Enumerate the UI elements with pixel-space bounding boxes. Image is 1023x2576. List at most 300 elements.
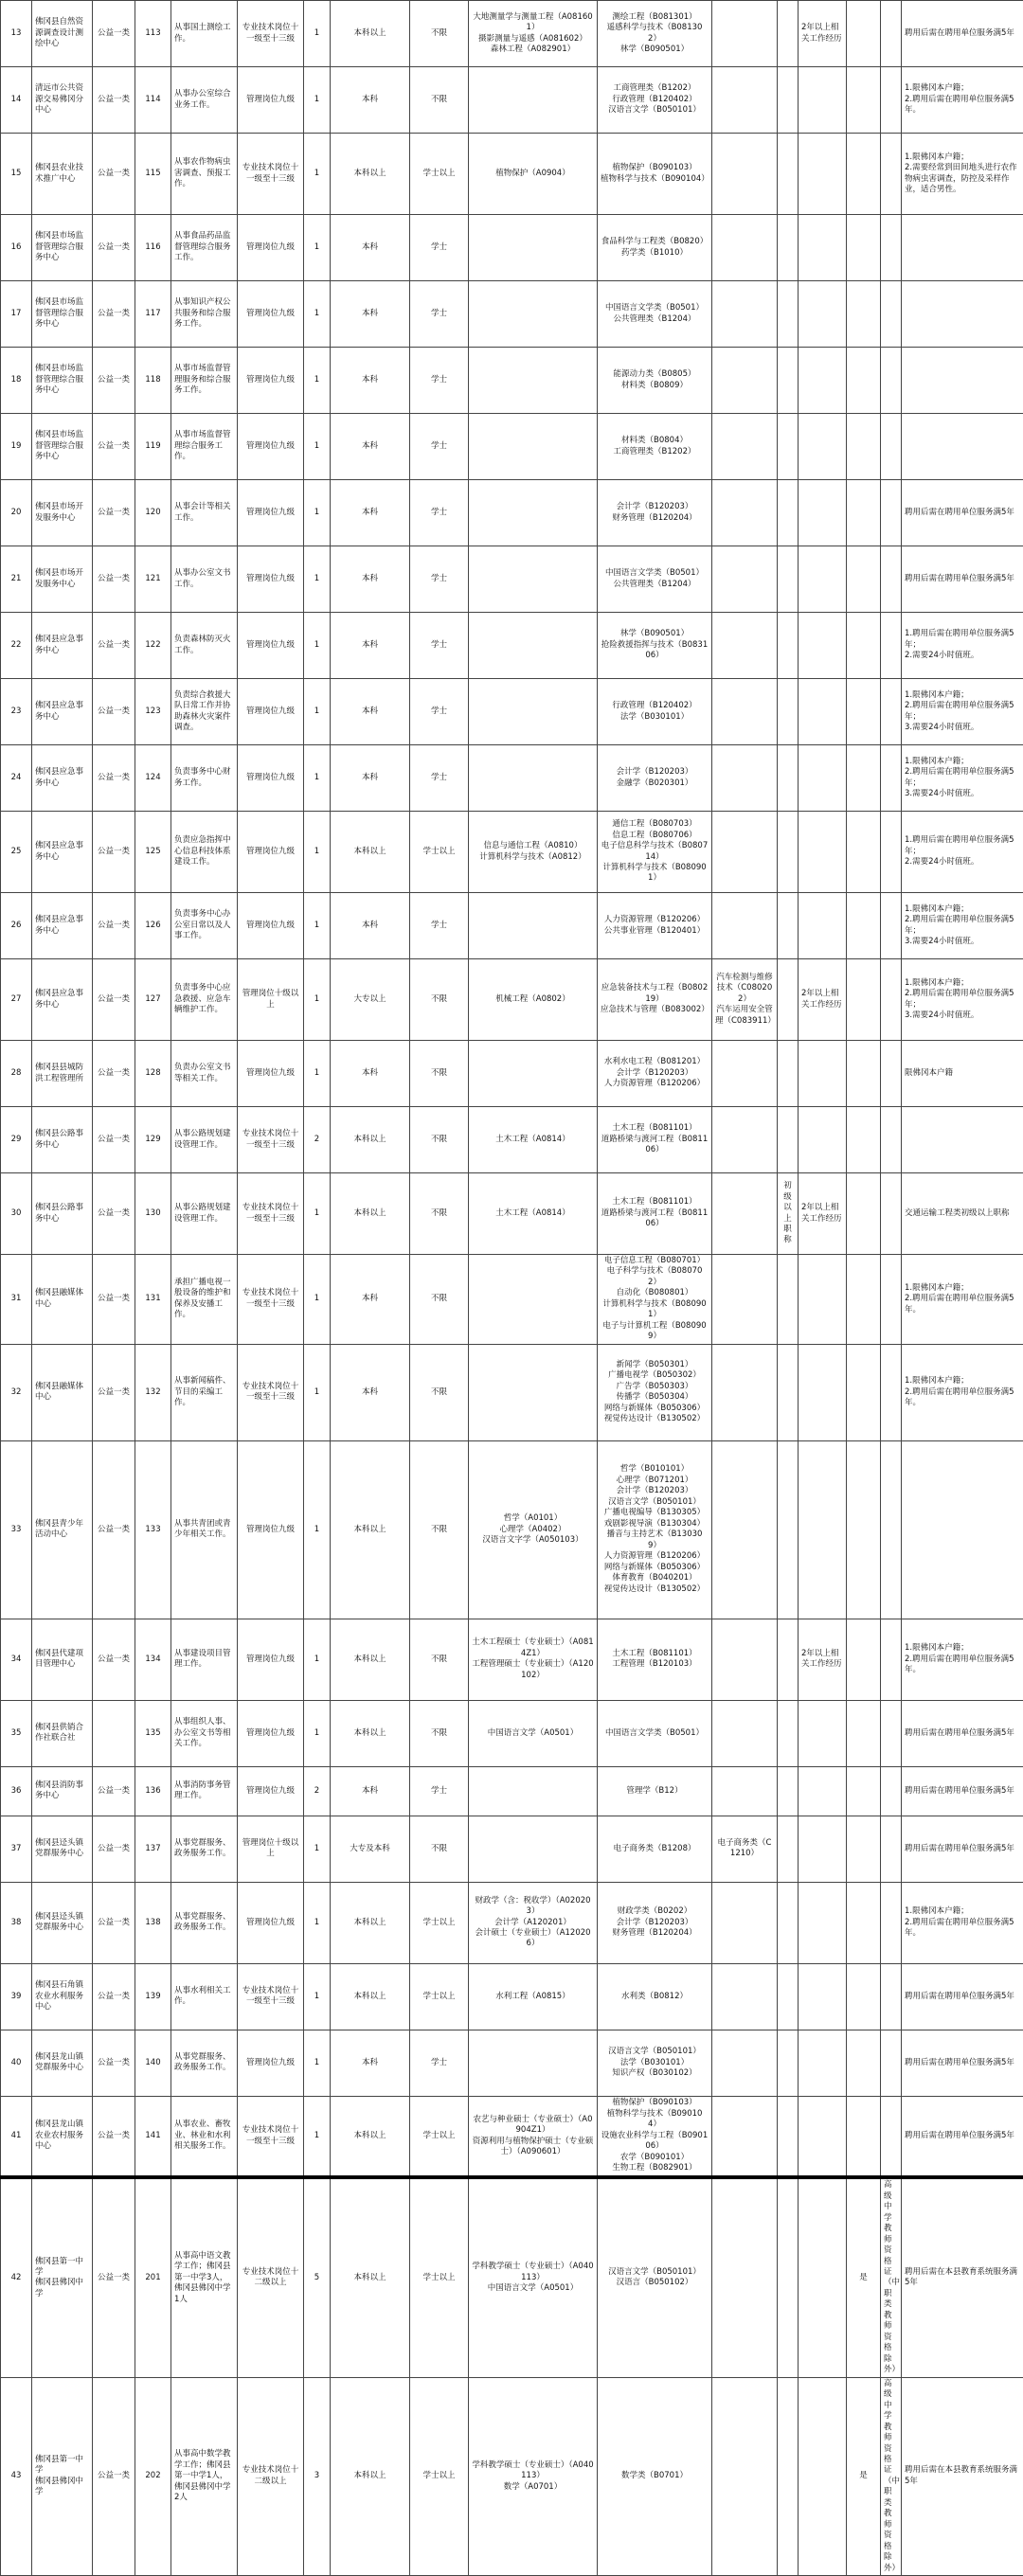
cell-level: 管理岗位十级以上 <box>238 959 304 1041</box>
cell-unit: 佛冈县融媒体中心 <box>32 1255 93 1345</box>
cell-bachelor-major: 会计学（B120203） 金融学（B020301） <box>598 745 712 812</box>
cell-degree: 不限 <box>410 1344 469 1440</box>
cell-experience <box>799 1041 847 1107</box>
cell-grad-major: 植物保护（A0904） <box>469 134 598 215</box>
cell-degree: 学士以上 <box>410 2177 469 2377</box>
cell-type: 公益一类 <box>93 480 135 546</box>
cell-requirement <box>881 1963 902 2030</box>
cell-level: 管理岗位九级 <box>238 215 304 281</box>
cell-grad-major <box>469 281 598 348</box>
cell-level: 管理岗位九级 <box>238 480 304 546</box>
cell-num: 1 <box>304 215 331 281</box>
cell-college-major <box>712 1 778 67</box>
cell-num: 1 <box>304 959 331 1041</box>
cell-level: 管理岗位九级 <box>238 812 304 893</box>
cell-type: 公益一类 <box>93 1882 135 1963</box>
cell-code: 113 <box>135 1 171 67</box>
cell-college-major <box>712 1619 778 1700</box>
cell-title <box>778 812 799 893</box>
cell-bachelor-major: 水利水电工程（B081201） 会计学（B120203） 人力资源管理（B120206） <box>598 1041 712 1107</box>
cell-grad-major <box>469 1255 598 1345</box>
cell-seq: 19 <box>1 414 32 480</box>
cell-degree: 不限 <box>410 959 469 1041</box>
cell-degree: 学士 <box>410 745 469 812</box>
cell-grad-major <box>469 1816 598 1882</box>
cell-unit: 佛冈县第一中学 佛冈县佛冈中学 <box>32 2377 93 2575</box>
cell-seq: 21 <box>1 546 32 613</box>
cell-education: 本科 <box>331 67 410 134</box>
cell-note: 限佛冈本户籍 <box>902 1041 1023 1107</box>
cell-level: 管理岗位九级 <box>238 1619 304 1700</box>
cell-education: 大专以上 <box>331 959 410 1041</box>
cell-title <box>778 134 799 215</box>
cell-level: 管理岗位九级 <box>238 893 304 959</box>
cell-bachelor-major: 中国语言文学类（B0501） 公共管理类（B1204） <box>598 281 712 348</box>
cell-level: 专业技术岗位十一级至十三级 <box>238 1963 304 2030</box>
cell-experience <box>799 613 847 679</box>
cell-experience <box>799 480 847 546</box>
cell-grad-major: 学科教学硕士（专业硕士）（A040113） 数学（A0701） <box>469 2377 598 2575</box>
cell-note: 聘用后需在聘用单位服务满5年 <box>902 1700 1023 1766</box>
cell-title <box>778 281 799 348</box>
cell-code: 134 <box>135 1619 171 1700</box>
cell-title <box>778 1700 799 1766</box>
cell-unit: 佛冈县市场开发服务中心 <box>32 480 93 546</box>
cell-grad-major: 信息与通信工程（A0810） 计算机科学与技术（A0812） <box>469 812 598 893</box>
cell-college-major: 汽车检测与维修技术（C080202） 汽车运用安全管理（C083911） <box>712 959 778 1041</box>
cell-level: 管理岗位九级 <box>238 546 304 613</box>
cell-note: 聘用后需在聘用单位服务满5年 <box>902 480 1023 546</box>
cell-seq: 39 <box>1 1963 32 2030</box>
cell-other <box>847 480 881 546</box>
cell-degree: 学士 <box>410 215 469 281</box>
cell-college-major <box>712 1882 778 1963</box>
cell-type: 公益一类 <box>93 2096 135 2177</box>
cell-duty: 从事市场监督管理综合服务工作。 <box>171 414 238 480</box>
cell-grad-major: 土木工程（A0814） <box>469 1107 598 1173</box>
cell-degree: 不限 <box>410 1700 469 1766</box>
cell-grad-major <box>469 348 598 414</box>
cell-bachelor-major: 土木工程（B081101） 道路桥梁与渡河工程（B081106） <box>598 1107 712 1173</box>
cell-code: 114 <box>135 67 171 134</box>
cell-degree: 不限 <box>410 1619 469 1700</box>
table-row <box>1 1173 1023 1255</box>
cell-note <box>902 348 1023 414</box>
cell-college-major <box>712 546 778 613</box>
cell-experience: 2年以上相关工作经历 <box>799 1173 847 1255</box>
cell-title <box>778 1963 799 2030</box>
cell-unit: 佛冈县石角镇农业水利服务中心 <box>32 1963 93 2030</box>
cell-education: 本科 <box>331 215 410 281</box>
cell-education: 本科 <box>331 281 410 348</box>
cell-college-major <box>712 1963 778 2030</box>
cell-requirement <box>881 134 902 215</box>
cell-experience <box>799 1255 847 1345</box>
cell-grad-major: 机械工程（A0802） <box>469 959 598 1041</box>
cell-note: 聘用后需在聘用单位服务满5年 <box>902 1766 1023 1816</box>
cell-duty: 承担广播电视一般设备的维护和保养及安播工作。 <box>171 1255 238 1345</box>
cell-education: 本科以上 <box>331 2377 410 2575</box>
cell-degree: 学士 <box>410 414 469 480</box>
cell-duty: 从事农作物病虫害调查、预报工作。 <box>171 134 238 215</box>
cell-unit: 佛冈县融媒体中心 <box>32 1344 93 1440</box>
cell-experience <box>799 1440 847 1619</box>
cell-seq: 38 <box>1 1882 32 1963</box>
cell-note <box>902 414 1023 480</box>
cell-other <box>847 414 881 480</box>
cell-note: 聘用后需在聘用单位服务满5年 <box>902 1816 1023 1882</box>
cell-level: 专业技术岗位十一级至十三级 <box>238 1107 304 1173</box>
cell-title <box>778 1619 799 1700</box>
cell-type: 公益一类 <box>93 959 135 1041</box>
cell-seq: 36 <box>1 1766 32 1816</box>
cell-note: 聘用后需在聘用单位服务满5年 <box>902 2030 1023 2096</box>
cell-other <box>847 1344 881 1440</box>
cell-title: 初级以上职称 <box>778 1173 799 1255</box>
cell-experience <box>799 2030 847 2096</box>
cell-code: 117 <box>135 281 171 348</box>
cell-type: 公益一类 <box>93 1963 135 2030</box>
cell-bachelor-major: 电子信息工程（B080701） 电子科学与技术（B080702） 自动化（B080801） 计算机科学与技术（B080901） 电子与计算机工程（B080909） <box>598 1255 712 1345</box>
cell-type: 公益一类 <box>93 1816 135 1882</box>
cell-unit: 佛冈县公路事务中心 <box>32 1107 93 1173</box>
cell-grad-major <box>469 613 598 679</box>
cell-code: 129 <box>135 1107 171 1173</box>
cell-education: 本科以上 <box>331 1440 410 1619</box>
cell-requirement <box>881 1700 902 1766</box>
cell-unit: 佛冈县龙山镇农业农村服务中心 <box>32 2096 93 2177</box>
cell-unit: 佛冈县青少年活动中心 <box>32 1440 93 1619</box>
cell-degree: 不限 <box>410 1041 469 1107</box>
table-row <box>1 414 1023 480</box>
cell-seq: 31 <box>1 1255 32 1345</box>
cell-unit: 佛冈县供销合作社联合社 <box>32 1700 93 1766</box>
cell-code: 138 <box>135 1882 171 1963</box>
cell-title <box>778 893 799 959</box>
cell-title <box>778 2177 799 2377</box>
cell-type: 公益一类 <box>93 2377 135 2575</box>
cell-unit: 佛冈县迳头镇党群服务中心 <box>32 1816 93 1882</box>
cell-type: 公益一类 <box>93 1255 135 1345</box>
cell-num: 1 <box>304 1700 331 1766</box>
cell-note: 1.限佛冈本户籍； 2.需要经常到田间地头进行农作物病虫害调查，防控及采样作业，适合男性。 <box>902 134 1023 215</box>
table-row <box>1 480 1023 546</box>
cell-college-major <box>712 480 778 546</box>
cell-level: 专业技术岗位十一级至十三级 <box>238 1255 304 1345</box>
cell-level: 管理岗位九级 <box>238 1882 304 1963</box>
cell-seq: 42 <box>1 2177 32 2377</box>
cell-num: 1 <box>304 348 331 414</box>
cell-experience <box>799 414 847 480</box>
table-row <box>1 67 1023 134</box>
table-row <box>1 1700 1023 1766</box>
cell-title <box>778 1344 799 1440</box>
cell-unit: 佛冈县自然资源调查设计测绘中心 <box>32 1 93 67</box>
cell-note: 1.限佛冈本户籍； 2.聘用后需在聘用单位服务满5年。 <box>902 1255 1023 1345</box>
cell-type: 公益一类 <box>93 1173 135 1255</box>
cell-education: 本科以上 <box>331 1963 410 2030</box>
cell-level: 管理岗位九级 <box>238 745 304 812</box>
cell-seq: 43 <box>1 2377 32 2575</box>
cell-title <box>778 67 799 134</box>
cell-unit: 佛冈县龙山镇党群服务中心 <box>32 2030 93 2096</box>
cell-college-major <box>712 348 778 414</box>
cell-duty: 从事市场监督管理服务和综合服务工作。 <box>171 348 238 414</box>
cell-seq: 17 <box>1 281 32 348</box>
cell-other <box>847 1816 881 1882</box>
cell-level: 管理岗位九级 <box>238 67 304 134</box>
cell-other <box>847 546 881 613</box>
cell-college-major <box>712 1107 778 1173</box>
cell-college-major <box>712 745 778 812</box>
cell-seq: 24 <box>1 745 32 812</box>
cell-num: 3 <box>304 2377 331 2575</box>
cell-duty: 负责综合救援大队日常工作并协助森林火灾案件调查。 <box>171 679 238 745</box>
cell-unit: 佛冈县市场监督管理综合服务中心 <box>32 281 93 348</box>
cell-code: 119 <box>135 414 171 480</box>
cell-bachelor-major: 汉语言文学（B050101） 汉语言（B050102） <box>598 2177 712 2377</box>
cell-experience <box>799 2377 847 2575</box>
cell-level: 管理岗位九级 <box>238 2030 304 2096</box>
cell-education: 本科 <box>331 745 410 812</box>
cell-degree: 不限 <box>410 1173 469 1255</box>
cell-grad-major <box>469 215 598 281</box>
table-row <box>1 348 1023 414</box>
cell-num: 1 <box>304 67 331 134</box>
cell-num: 1 <box>304 2030 331 2096</box>
cell-requirement <box>881 1255 902 1345</box>
cell-level: 管理岗位九级 <box>238 281 304 348</box>
cell-duty: 从事国土测绘工作。 <box>171 1 238 67</box>
cell-bachelor-major: 财政学类（B0202） 会计学（B120203） 财务管理（B120204） <box>598 1882 712 1963</box>
cell-unit: 佛冈县市场监督管理综合服务中心 <box>32 215 93 281</box>
cell-seq: 34 <box>1 1619 32 1700</box>
cell-duty: 从事新闻稿件、节目的采编工作。 <box>171 1344 238 1440</box>
cell-college-major <box>712 1700 778 1766</box>
cell-education: 本科 <box>331 2030 410 2096</box>
cell-note: 聘用后需在聘用单位服务满5年 <box>902 1963 1023 2030</box>
cell-num: 1 <box>304 1440 331 1619</box>
cell-bachelor-major: 土木工程（B081101） 工程管理（B120103） <box>598 1619 712 1700</box>
cell-grad-major <box>469 414 598 480</box>
cell-degree: 不限 <box>410 1 469 67</box>
cell-grad-major: 农艺与种业硕士（专业硕士）（A0904Z1） 资源利用与植物保护硕士（专业硕士）（A090601） <box>469 2096 598 2177</box>
cell-bachelor-major: 应急装备技术与工程（B080219） 应急技术与管理（B083002） <box>598 959 712 1041</box>
cell-other <box>847 613 881 679</box>
table-row <box>1 281 1023 348</box>
cell-note: 1.聘用后需在聘用单位服务满5年； 2.需要24小时值班。 <box>902 812 1023 893</box>
cell-num: 1 <box>304 414 331 480</box>
cell-bachelor-major: 材料类（B0804） 工商管理类（B1202） <box>598 414 712 480</box>
cell-type: 公益一类 <box>93 215 135 281</box>
cell-code: 131 <box>135 1255 171 1345</box>
cell-note: 交通运输工程类初级以上职称 <box>902 1173 1023 1255</box>
cell-note: 聘用后需在本县教育系统服务满5年 <box>902 2177 1023 2377</box>
cell-other: 是 <box>847 2177 881 2377</box>
cell-college-major <box>712 2096 778 2177</box>
cell-experience: 2年以上相关工作经历 <box>799 1 847 67</box>
cell-level: 管理岗位九级 <box>238 613 304 679</box>
cell-education: 本科以上 <box>331 2177 410 2377</box>
cell-college-major <box>712 2177 778 2377</box>
cell-grad-major <box>469 745 598 812</box>
cell-college-major <box>712 67 778 134</box>
cell-requirement <box>881 215 902 281</box>
cell-code: 128 <box>135 1041 171 1107</box>
cell-note: 1.限佛冈本户籍； 2.聘用后需在聘用单位服务满5年。 <box>902 1619 1023 1700</box>
cell-note: 聘用后需在聘用单位服务满5年 <box>902 2096 1023 2177</box>
cell-education: 本科 <box>331 679 410 745</box>
cell-note: 聘用后需在本县教育系统服务满5年 <box>902 2377 1023 2575</box>
cell-education: 本科 <box>331 613 410 679</box>
cell-seq: 35 <box>1 1700 32 1766</box>
cell-other <box>847 2030 881 2096</box>
cell-title <box>778 745 799 812</box>
cell-degree: 学士以上 <box>410 1963 469 2030</box>
cell-title <box>778 480 799 546</box>
cell-duty: 从事党群服务、政务服务工作。 <box>171 2030 238 2096</box>
cell-num: 1 <box>304 812 331 893</box>
cell-education: 本科以上 <box>331 1882 410 1963</box>
cell-degree: 学士以上 <box>410 1882 469 1963</box>
cell-education: 本科 <box>331 1344 410 1440</box>
cell-requirement <box>881 613 902 679</box>
cell-num: 1 <box>304 2096 331 2177</box>
cell-unit: 清远市公共资源交易佛冈分中心 <box>32 67 93 134</box>
cell-college-major <box>712 812 778 893</box>
cell-college-major <box>712 1766 778 1816</box>
cell-requirement <box>881 745 902 812</box>
cell-type: 公益一类 <box>93 1766 135 1816</box>
cell-degree: 学士 <box>410 348 469 414</box>
cell-duty: 从事知识产权公共服务和综合服务工作。 <box>171 281 238 348</box>
cell-grad-major <box>469 1766 598 1816</box>
cell-note: 1.限佛冈本户籍； 2.聘用后需在聘用单位服务满5年。 <box>902 1344 1023 1440</box>
cell-type: 公益一类 <box>93 2177 135 2377</box>
cell-type: 公益一类 <box>93 893 135 959</box>
cell-experience <box>799 546 847 613</box>
cell-degree: 学士 <box>410 546 469 613</box>
cell-bachelor-major: 林学（B090501） 抢险救援指挥与技术（B083106） <box>598 613 712 679</box>
table-row <box>1 959 1023 1041</box>
table-row <box>1 1816 1023 1882</box>
cell-seq: 15 <box>1 134 32 215</box>
cell-requirement <box>881 959 902 1041</box>
cell-requirement <box>881 1882 902 1963</box>
cell-education: 本科 <box>331 1041 410 1107</box>
cell-college-major <box>712 1255 778 1345</box>
cell-seq: 16 <box>1 215 32 281</box>
cell-experience <box>799 1344 847 1440</box>
cell-grad-major: 学科教学硕士（专业硕士）（A040113） 中国语言文学（A0501） <box>469 2177 598 2377</box>
cell-duty: 从事组织人事、办公室文书等相关工作。 <box>171 1700 238 1766</box>
cell-college-major <box>712 1344 778 1440</box>
cell-unit: 佛冈县市场监督管理综合服务中心 <box>32 414 93 480</box>
cell-duty: 从事高中数学教学工作；佛冈县第一中学1人，佛冈县佛冈中学2人 <box>171 2377 238 2575</box>
cell-requirement <box>881 67 902 134</box>
cell-other <box>847 812 881 893</box>
cell-num: 2 <box>304 1107 331 1173</box>
cell-seq: 14 <box>1 67 32 134</box>
cell-education: 本科 <box>331 1766 410 1816</box>
cell-experience <box>799 1700 847 1766</box>
cell-degree: 不限 <box>410 1816 469 1882</box>
cell-education: 本科以上 <box>331 1619 410 1700</box>
cell-degree: 学士以上 <box>410 812 469 893</box>
cell-code: 135 <box>135 1700 171 1766</box>
cell-education: 本科以上 <box>331 1173 410 1255</box>
cell-other <box>847 2096 881 2177</box>
cell-duty: 负责森林防灭火工作。 <box>171 613 238 679</box>
cell-bachelor-major: 测绘工程（B081301） 遥感科学与技术（B081302） 林学（B090501） <box>598 1 712 67</box>
cell-other <box>847 679 881 745</box>
cell-bachelor-major: 植物保护（B090103） 植物科学与技术（B090104） 设施农业科学与工程（B090106） 农学（B090101） 生物工程（B082901） <box>598 2096 712 2177</box>
table-row <box>1 745 1023 812</box>
cell-duty: 从事办公室综合业务工作。 <box>171 67 238 134</box>
cell-type <box>93 1700 135 1766</box>
table-row <box>1 2030 1023 2096</box>
cell-title <box>778 959 799 1041</box>
cell-code: 124 <box>135 745 171 812</box>
cell-unit: 佛冈县应急事务中心 <box>32 812 93 893</box>
table-row <box>1 679 1023 745</box>
cell-other <box>847 1766 881 1816</box>
cell-bachelor-major: 新闻学（B050301） 广播电视学（B050302） 广告学（B050303） 传播学（B050304） 网络与新媒体（B050306） 视觉传达设计（B130502） <box>598 1344 712 1440</box>
cell-note: 1.限佛冈本户籍； 2.聘用后需在聘用单位服务满5年； 3.需要24小时值班。 <box>902 745 1023 812</box>
cell-unit: 佛冈县应急事务中心 <box>32 679 93 745</box>
cell-grad-major <box>469 1041 598 1107</box>
cell-duty: 从事食品药品监督管理综合服务工作。 <box>171 215 238 281</box>
cell-other <box>847 1041 881 1107</box>
cell-experience <box>799 1882 847 1963</box>
cell-college-major <box>712 134 778 215</box>
cell-unit: 佛冈县迳头镇党群服务中心 <box>32 1882 93 1963</box>
cell-education: 大专及本科 <box>331 1816 410 1882</box>
cell-experience <box>799 1963 847 2030</box>
cell-type: 公益一类 <box>93 812 135 893</box>
cell-type: 公益一类 <box>93 281 135 348</box>
cell-experience <box>799 679 847 745</box>
cell-college-major <box>712 414 778 480</box>
cell-seq: 41 <box>1 2096 32 2177</box>
cell-degree: 不限 <box>410 1107 469 1173</box>
cell-bachelor-major: 通信工程（B080703） 信息工程（B080706） 电子信息科学与技术（B080714） 计算机科学与技术（B080901） <box>598 812 712 893</box>
cell-other <box>847 893 881 959</box>
cell-education: 本科以上 <box>331 1700 410 1766</box>
cell-type: 公益一类 <box>93 1344 135 1440</box>
cell-degree: 不限 <box>410 1255 469 1345</box>
cell-other <box>847 1107 881 1173</box>
cell-note: 1.限佛冈本户籍； 2.聘用后需在聘用单位服务满5年； 3.需要24小时值班。 <box>902 679 1023 745</box>
cell-college-major <box>712 1041 778 1107</box>
cell-bachelor-major: 哲学（B010101） 心理学（B071201） 会计学（B120203） 汉语言文学（B050101） 广播电视编导（B130305） 戏剧影视导演（B130304） 播音与主持艺术（B130309） 人力资源管理（B120206） 网络与新媒体（B050306） 体育教育（B040201） 视觉传达设计（B130502） <box>598 1440 712 1619</box>
cell-degree: 学士以上 <box>410 2377 469 2575</box>
table-row <box>1 134 1023 215</box>
cell-duty: 从事共青团或青少年相关工作。 <box>171 1440 238 1619</box>
cell-code: 130 <box>135 1173 171 1255</box>
cell-type: 公益一类 <box>93 1 135 67</box>
cell-experience: 2年以上相关工作经历 <box>799 959 847 1041</box>
cell-bachelor-major: 植物保护（B090103） 植物科学与技术（B090104） <box>598 134 712 215</box>
cell-experience <box>799 1816 847 1882</box>
cell-experience <box>799 1107 847 1173</box>
cell-num: 1 <box>304 1 331 67</box>
cell-title <box>778 1107 799 1173</box>
cell-code: 201 <box>135 2177 171 2377</box>
cell-college-major <box>712 613 778 679</box>
cell-type: 公益一类 <box>93 745 135 812</box>
cell-code: 121 <box>135 546 171 613</box>
